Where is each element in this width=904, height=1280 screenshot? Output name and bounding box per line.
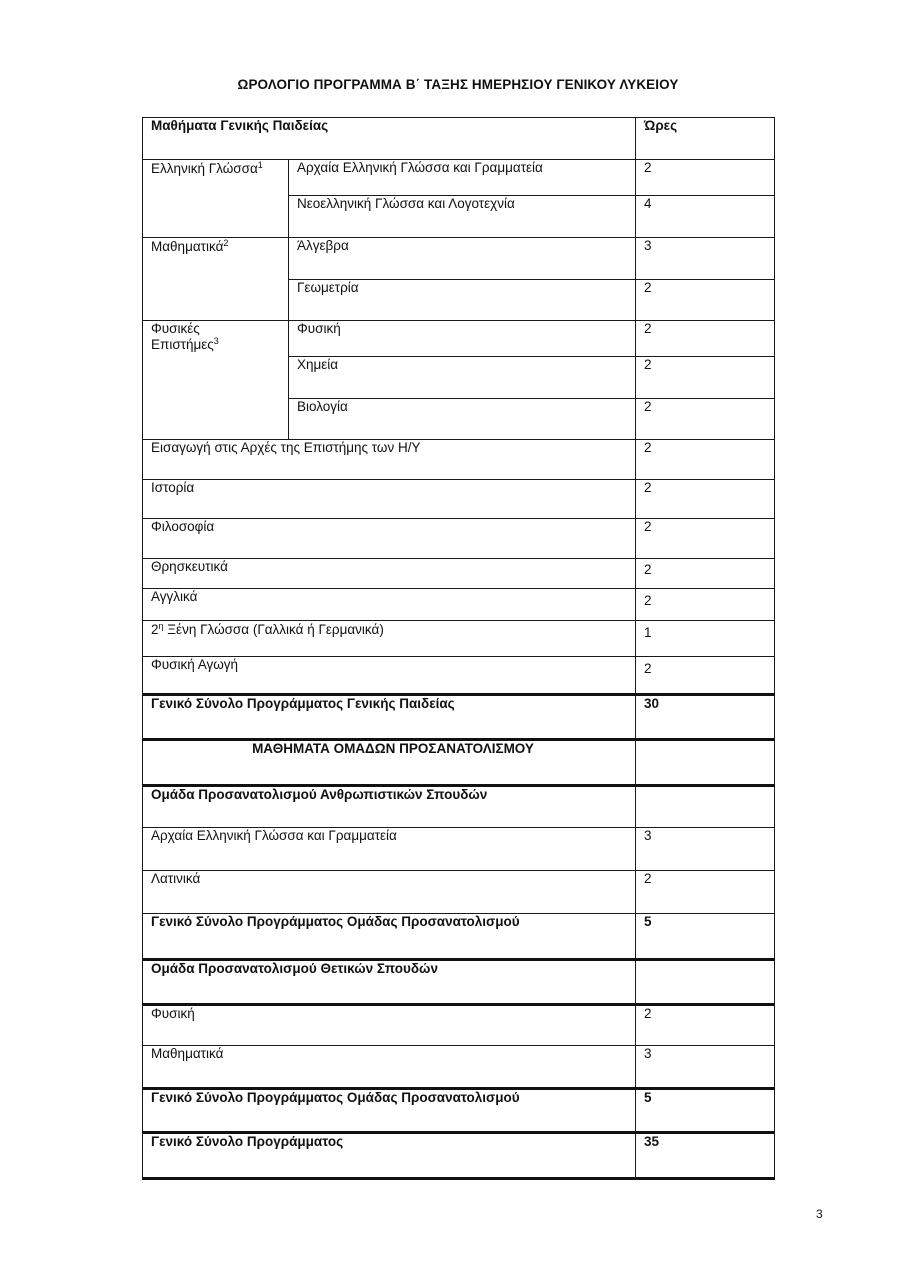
subject-name: Θρησκευτικά: [143, 559, 636, 589]
subject-name: Φυσική: [289, 321, 636, 357]
humanities-total-label: Γενικό Σύνολο Προγράμματος Ομάδας Προσανατολισμού: [143, 914, 636, 960]
subject-name: Φυσική: [143, 1005, 636, 1046]
orientation-header: ΜΑΘΗΜΑΤΑ ΟΜΑΔΩΝ ΠΡΟΣΑΝΑΤΟΛΙΣΜΟΥ: [143, 740, 636, 786]
table-row: [143, 589, 775, 621]
subject-name: Λατινικά: [143, 871, 636, 914]
hours-header: Ώρες: [636, 118, 775, 160]
subject-name: Εισαγωγή στις Αρχές της Επιστήμης των Η/Υ: [143, 440, 636, 480]
table-row: [143, 321, 775, 357]
footnote-marker: 1: [257, 160, 263, 170]
table-row: [143, 828, 775, 871]
table-row: [143, 519, 775, 559]
empty-cell: [636, 960, 775, 1005]
group-math: Μαθηματικά$^2$: [143, 238, 289, 321]
group-greek: Ελληνική Γλώσσα$^1$: [143, 160, 289, 238]
total-row: [143, 1089, 775, 1133]
grand-total-label: Γενικό Σύνολο Προγράμματος: [143, 1133, 636, 1179]
page-title: ΩΡΟΛΟΓΙΟ ΠΡΟΓΡΑΜΜΑ Β΄ ΤΑΞΗΣ ΗΜΕΡΗΣΙΟΥ ΓΕΝΙΚΟΥ ΛΥΚΕΙΟΥ: [237, 77, 679, 92]
table-row: [143, 621, 775, 657]
subject-hours: 2: [636, 1005, 775, 1046]
sciences-title: Ομάδα Προσανατολισμού Θετικών Σπουδών: [143, 960, 636, 1005]
table-header-row: [143, 118, 775, 160]
empty-cell: [636, 786, 775, 828]
table-row: [143, 238, 775, 280]
subject-name: Αρχαία Ελληνική Γλώσσα και Γραμματεία: [143, 828, 636, 871]
grand-total-row: [143, 1133, 775, 1179]
table-row: [143, 1046, 775, 1089]
table-row: [143, 871, 775, 914]
subject-name: Χημεία: [289, 357, 636, 399]
group-science: Φυσικές Επιστήμες$^3$: [143, 321, 289, 440]
subject-name: Φυσική Αγωγή: [143, 657, 636, 695]
table-row: [143, 480, 775, 519]
schedule-table: [142, 117, 775, 1180]
table-row: [143, 657, 775, 695]
footnote-marker: 3: [213, 336, 219, 346]
subject-name: Γεωμετρία: [289, 280, 636, 321]
grand-total-hours: 35: [636, 1133, 775, 1179]
group-title-row: [143, 960, 775, 1005]
subject-hours: 2: [636, 871, 775, 914]
subject-hours: 1: [636, 621, 775, 657]
subject-hours: 2: [636, 440, 775, 480]
subject-name: Μαθηματικά: [143, 1046, 636, 1089]
subject-name: Φιλοσοφία: [143, 519, 636, 559]
subject-hours: 4: [636, 196, 775, 238]
subject-name: Ιστορία: [143, 480, 636, 519]
subjects-header: Μαθήματα Γενικής Παιδείας: [143, 118, 636, 160]
subject-hours: 2: [636, 357, 775, 399]
subject-name: Αρχαία Ελληνική Γλώσσα και Γραμματεία: [289, 160, 636, 196]
page-number: 3: [816, 1207, 823, 1221]
subject-hours: 3: [636, 828, 775, 871]
total-row: [143, 695, 775, 740]
subject-hours: 3: [636, 238, 775, 280]
table-row: [143, 160, 775, 196]
subject-name: Βιολογία: [289, 399, 636, 440]
subject-hours: 2: [636, 519, 775, 559]
subject-hours: 2: [636, 399, 775, 440]
footnote-marker: 2: [223, 238, 229, 248]
sciences-total-label: Γενικό Σύνολο Προγράμματος Ομάδας Προσανατολισμού: [143, 1089, 636, 1133]
empty-cell: [636, 740, 775, 786]
subject-hours: 2: [636, 657, 775, 695]
general-total-hours: 30: [636, 695, 775, 740]
sciences-total-hours: 5: [636, 1089, 775, 1133]
table-row: [143, 559, 775, 589]
subject-hours: 3: [636, 1046, 775, 1089]
subject-name: $2^\eta$ Ξένη Γλώσσα (Γαλλικά ή Γερμανικά): [143, 621, 636, 657]
subject-hours: 2: [636, 321, 775, 357]
group-title-row: [143, 786, 775, 828]
table-row: [143, 440, 775, 480]
general-total-label: Γενικό Σύνολο Προγράμματος Γενικής Παιδείας: [143, 695, 636, 740]
section-header-row: [143, 740, 775, 786]
subject-hours: 2: [636, 280, 775, 321]
table-row: [143, 1005, 775, 1046]
humanities-title: Ομάδα Προσανατολισμού Ανθρωπιστικών Σπουδών: [143, 786, 636, 828]
subject-hours: 2: [636, 160, 775, 196]
subject-hours: 2: [636, 589, 775, 621]
subject-hours: 2: [636, 480, 775, 519]
subject-name: Άλγεβρα: [289, 238, 636, 280]
subject-name: Αγγλικά: [143, 589, 636, 621]
total-row: [143, 914, 775, 960]
humanities-total-hours: 5: [636, 914, 775, 960]
subject-hours: 2: [636, 559, 775, 589]
subject-name: Νεοελληνική Γλώσσα και Λογοτεχνία: [289, 196, 636, 238]
